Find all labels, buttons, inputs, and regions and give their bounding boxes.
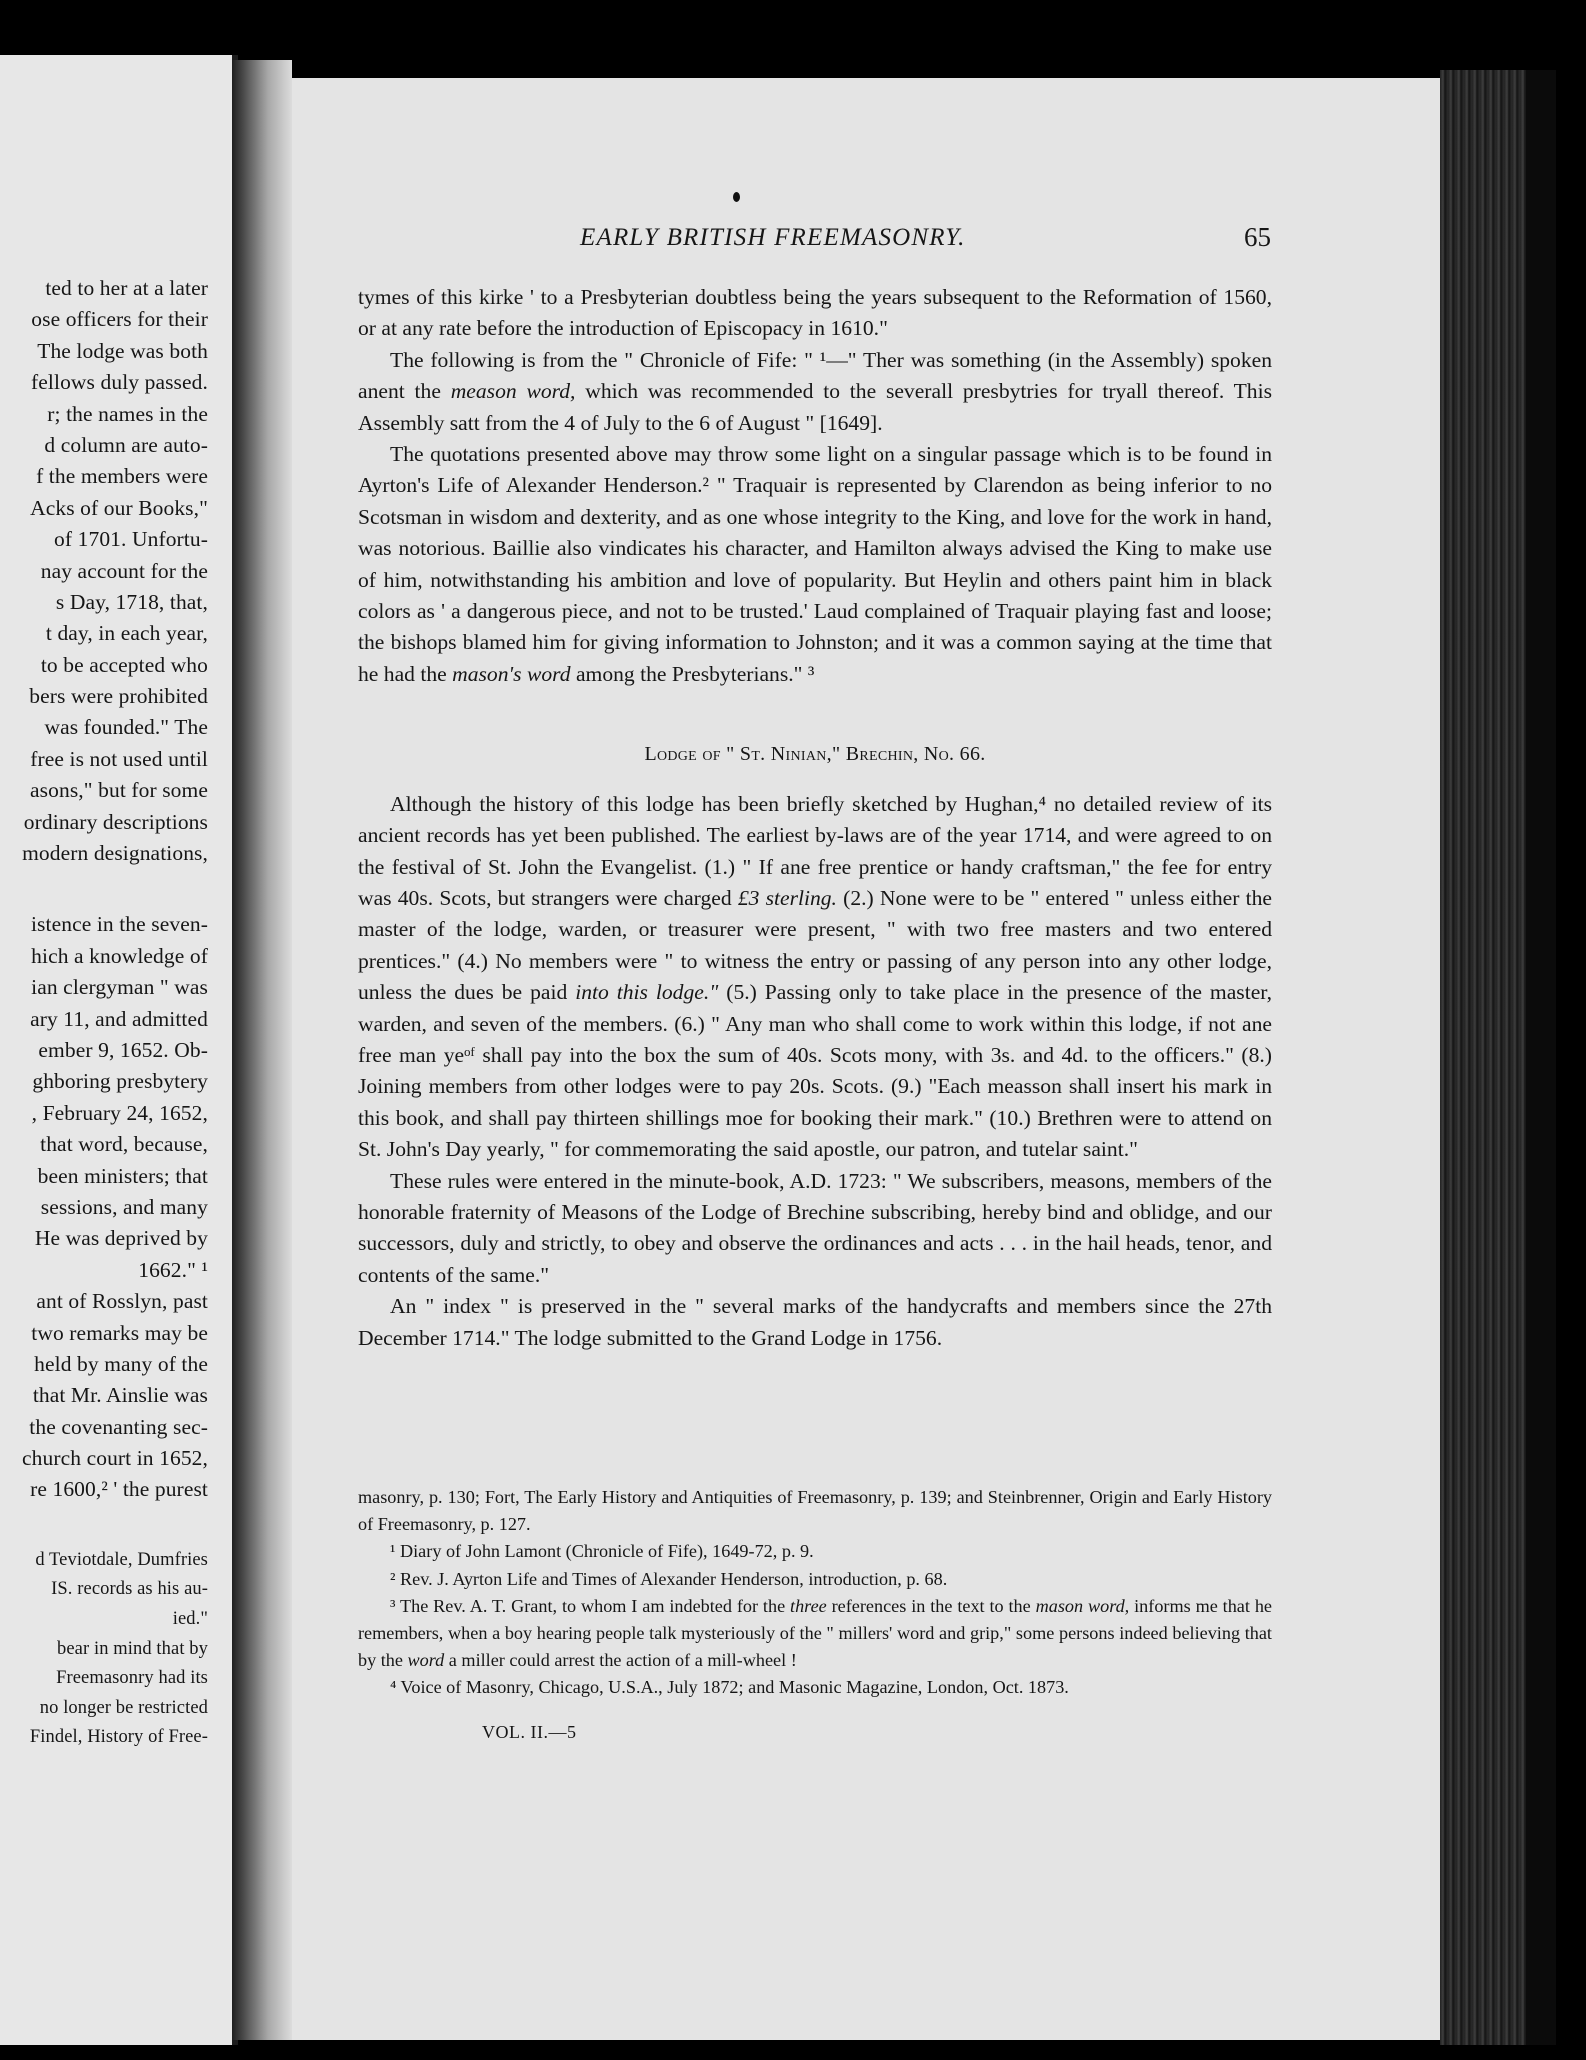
paragraph-2: The following is from the " Chronicle of Fife: " ¹—" Ther was something (in the Assembly) spoken anent the meason word, which was recommended to the severall presbytries for tryall thereof. This Assembly satt from the 4 of July to the 6 of August " [1649]. — [358, 347, 1272, 435]
paragraph-1: tymes of this kirke ' to a Presbyterian doubtless being the years subsequent to the Reformation of 1560, or at any rate before the introduction of Episcopacy in 1610." — [358, 285, 1272, 341]
previous-page-line: istence in the seven- — [30, 912, 208, 937]
previous-page-line: Acks of our Books," — [30, 495, 208, 520]
previous-page-line: nay account for the — [40, 558, 208, 583]
paragraph-3: The quotations presented above may throw some light on a singular passage which is to be found in Ayrton's Life of Alexander Henderson.² " Traquair is represented by Clarendon as being inferior to no Scotsman in wisdom and dexterity, and as one whose integrity to the King, and love for the work in hand, was notorious. Baillie also vindicates his character, and Hamilton always advised the King to make use of him, notwithstanding his ambition and love of popularity. But Heylin and others paint him in black colors as ' a dangerous piece, and not to be trusted.' Laud complained of Traquair playing fast and loose; the bishops blamed him for giving information to Johnston; and it was a common saying at the time that he had the mason's word among the Presbyterians." ³ — [358, 442, 1272, 686]
ink-mark — [733, 192, 740, 202]
previous-page-line: hich a knowledge of — [31, 943, 208, 968]
previous-page-line: t day, in each year, — [45, 621, 208, 646]
previous-page-line: The lodge was both — [37, 338, 208, 363]
previous-page-line: free is not used until — [30, 746, 208, 771]
previous-page-line: held by many of the — [34, 1351, 208, 1376]
previous-page-line: that Mr. Ainslie was — [32, 1383, 208, 1408]
footnotes — [358, 1484, 1272, 1702]
previous-page-line: sessions, and many — [40, 1194, 208, 1219]
paragraph-5: These rules were entered in the minute-book, A.D. 1723: " We subscribers, measons, members of the honorable fraternity of Measons of the Lodge of Brechine subscribing, hereby bind and oblidge, and our successors, duly and strictly, to obey and observe the ordinances and acts . . . in the hail heads, tenor, and contents of the same." — [358, 1168, 1272, 1287]
previous-page-line: 1662." ¹ — [138, 1257, 208, 1282]
previous-page-line: church court in 1652, — [22, 1446, 208, 1471]
previous-page-line: bear in mind that by — [57, 1638, 208, 1659]
page-edges — [1440, 70, 1556, 2045]
previous-page-line: been ministers; that — [37, 1163, 208, 1188]
previous-page-line: Freemasonry had its — [56, 1668, 208, 1689]
previous-page-line: no longer be restricted — [39, 1697, 208, 1718]
previous-page-line: s Day, 1718, that, — [55, 589, 208, 614]
paragraph-4: Although the history of this lodge has been briefly sketched by Hughan,⁴ no detailed review of its ancient records has yet been published. The earliest by-laws are of the year 1714, and were agreed to on the festival of St. John the Evangelist. (1.) " If ane free prentice or handy craftsman," the fee for entry was 40s. Scots, but strangers were charged £3 sterling. (2.) None were to be " entered " unless either the master of the lodge, warden, or treasurer were present, " with two free masters and two entered prentices." (4.) No members were " to witness the entry or passing of any person into any other lodge, unless the dues be paid into this lodge." (5.) Passing only to take place in the presence of the master, warden, and seven of the members. (6.) " Any man who shall come to work within this lodge, if not ane free man yeᵒᶠ shall pay into the box the sum of 40s. Scots mony, with 3s. and 4d. to the officers." (8.) Joining members from other lodges were to pay 20s. Scots. (9.) "Each measson shall insert his mark in this book, and shall pay thirteen shillings moe for booking their mark." (10.) Brethren were to attend on St. John's Day yearly, " for commemorating the said apostle, our patron, and tutelar saint." — [358, 791, 1273, 1162]
footnote-3: ³ The Rev. A. T. Grant, to whom I am indebted for the three references in the text to the mason word, informs me that he remembers, when a boy hearing people talk mysteriously of the " millers' word and grip," some persons indeed believing that by the word a miller could arrest the action of a mill-wheel ! — [358, 1595, 1272, 1671]
previous-page-line: ied." — [172, 1609, 208, 1630]
previous-page-line: modern designations, — [22, 841, 208, 866]
previous-page-line: ary 11, and admitted — [30, 1006, 208, 1031]
previous-page-gap — [0, 869, 208, 909]
previous-page-line: two remarks may be — [31, 1320, 208, 1345]
previous-page-line: to be accepted who — [40, 652, 208, 677]
previous-page-line: fellows duly passed. — [31, 370, 208, 395]
previous-page-line: d Teviotdale, Dumfries — [35, 1549, 208, 1570]
previous-page-line: bers were prohibited — [29, 684, 208, 709]
previous-page-line: Findel, History of Free- — [29, 1727, 208, 1748]
footnote-1: ¹ Diary of John Lamont (Chronicle of Fife), 1649-72, p. 9. — [390, 1541, 814, 1562]
previous-page-line: IS. records as his au- — [51, 1579, 208, 1600]
previous-page-line: ose officers for their — [31, 307, 208, 332]
previous-page-line: of 1701. Unfortu- — [54, 527, 208, 552]
previous-page-line: f the members were — [36, 464, 208, 489]
previous-page-line: ember 9, 1652. Ob- — [38, 1037, 208, 1062]
footnote-4: ⁴ Voice of Masonry, Chicago, U.S.A., July 1872; and Masonic Magazine, London, Oct. 1873. — [390, 1677, 1069, 1698]
previous-page-line: ghboring presbytery — [32, 1069, 208, 1094]
previous-page-lines — [0, 273, 208, 1753]
previous-page-line: re 1600,² ' the purest — [30, 1477, 208, 1502]
previous-page-fragment — [0, 55, 238, 2045]
signature-mark: VOL. II.—5 — [482, 1722, 577, 1742]
previous-page-gap — [0, 1506, 208, 1546]
previous-page-line: ant of Rosslyn, past — [36, 1289, 208, 1314]
previous-page-line: , February 24, 1652, — [31, 1100, 208, 1125]
running-title: EARLY BRITISH FREEMASONRY. — [580, 224, 966, 251]
section-heading: Lodge of " St. Ninian," Brechin, No. 66. — [644, 743, 986, 766]
previous-page-line: was founded." The — [44, 715, 208, 740]
body-text — [358, 282, 1272, 1354]
previous-page-line: d column are auto- — [44, 432, 208, 457]
previous-page-line: He was deprived by — [34, 1226, 208, 1251]
previous-page-line: that word, because, — [40, 1132, 208, 1157]
footnote-continuation: masonry, p. 130; Fort, The Early History and Antiquities of Freemasonry, p. 139; and Steinbrenner, Origin and Early History of Freemasonry, p. 127. — [358, 1487, 1272, 1535]
paragraph-6: An " index " is preserved in the " several marks of the handycrafts and members since the 27th December 1714." The lodge submitted to the Grand Lodge in 1756. — [358, 1294, 1272, 1350]
previous-page-line: ian clergyman " was — [31, 975, 208, 1000]
previous-page-line: the covenanting sec- — [29, 1414, 208, 1439]
footnote-2: ² Rev. J. Ayrton Life and Times of Alexander Henderson, introduction, p. 68. — [390, 1568, 948, 1589]
page-number: 65 — [1244, 222, 1271, 252]
book-gutter — [232, 60, 292, 2040]
previous-page-line: asons," but for some — [30, 778, 208, 803]
previous-page-line: r; the names in the — [47, 401, 208, 426]
previous-page-line: ordinary descriptions — [23, 809, 208, 834]
previous-page-line: ted to her at a later — [45, 276, 208, 300]
